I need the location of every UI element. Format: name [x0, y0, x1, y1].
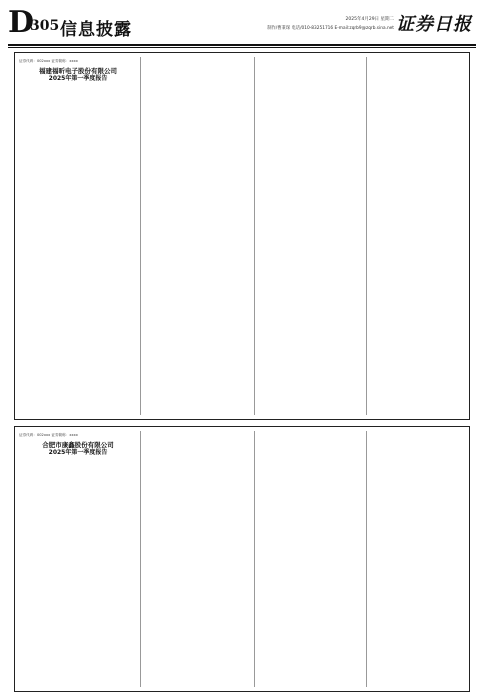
- stock-code-line: 证券代码：002xxx 证券简称：xxxx: [19, 59, 78, 63]
- masthead-rule: [8, 44, 476, 46]
- publication-date: 2025年4月29日 星期二: [345, 17, 394, 22]
- report-column-2: [143, 431, 251, 687]
- report-title: 2025年第一季度报告: [48, 449, 108, 456]
- report-column-1: [19, 431, 137, 687]
- report-column-3: [257, 57, 363, 415]
- masthead-rule-thin: [8, 47, 476, 48]
- report-column-4: [369, 431, 467, 687]
- editors-line: 制作/曹秉琛 电话/010-83251716 E-mail:zqrb9@zqrb.sina.net: [267, 26, 394, 31]
- disclosure-panel-top: [14, 52, 470, 420]
- report-column-4: [369, 57, 467, 415]
- stock-code-line: 证券代码：002xxx 证券简称：xxxx: [19, 433, 78, 437]
- page-number: 305: [30, 18, 60, 34]
- disclosure-panel-bottom: [14, 426, 470, 692]
- company-name: 福建福昕电子股份有限公司: [39, 67, 117, 75]
- report-column-1: [19, 57, 137, 415]
- newspaper-logo: 证券日报: [396, 14, 472, 35]
- report-column-2: [143, 57, 251, 415]
- page-letter: D: [8, 5, 35, 40]
- report-column-3: [257, 431, 363, 687]
- report-title: 2025年第一季度报告: [48, 75, 108, 82]
- section-title: 信息披露: [60, 20, 132, 40]
- company-name: 合肥市康鑫股份有限公司: [42, 441, 114, 449]
